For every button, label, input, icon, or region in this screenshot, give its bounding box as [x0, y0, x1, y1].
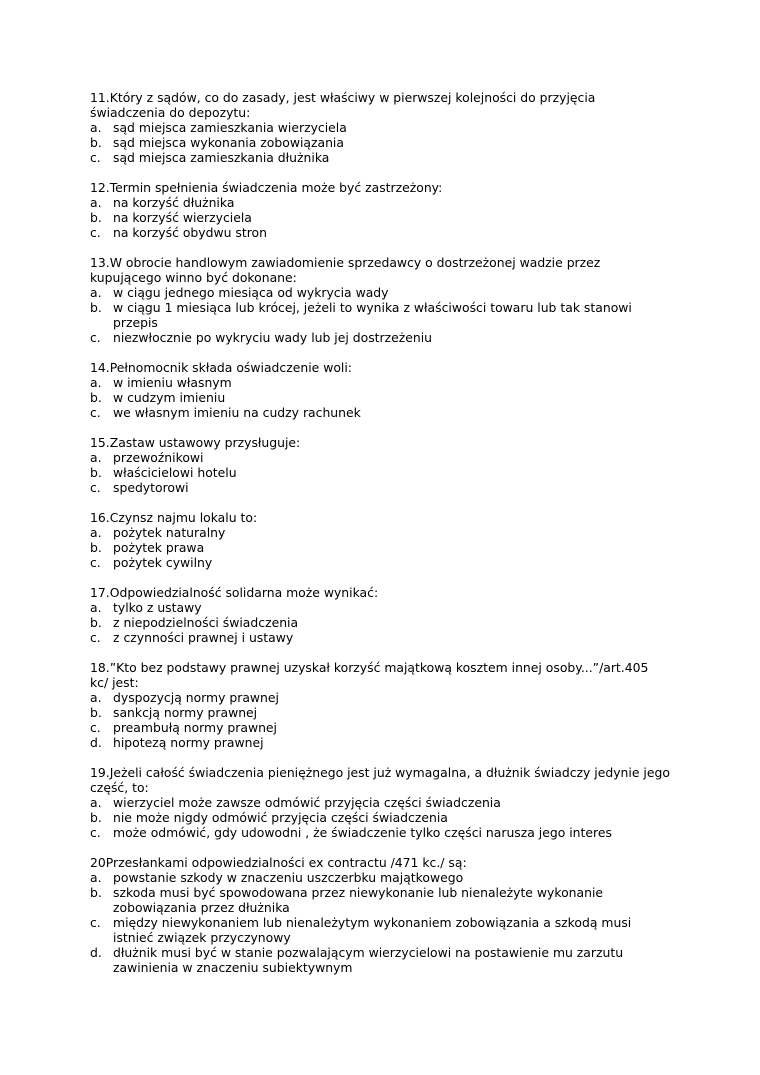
- question-block: [90, 180, 670, 240]
- option-text: powstanie szkody w znaczeniu uszczerbku majątkowego: [113, 870, 464, 885]
- answer-option: [90, 945, 670, 975]
- option-text: dłużnik musi być w stanie pozwalającym wierzycielowi na postawienie mu zarzutu zawinienia w znaczeniu subiektywnym: [113, 945, 624, 975]
- answer-options: [90, 600, 670, 645]
- option-text: właścicielowi hotelu: [113, 465, 237, 480]
- option-text: szkoda musi być spowodowana przez niewykonanie lub nienależyte wykonanie zobowiązania przez dłużnika: [113, 885, 604, 915]
- option-text: pożytek cywilny: [113, 555, 213, 570]
- answer-options: [90, 795, 670, 840]
- answer-option: [90, 810, 670, 825]
- answer-option: [90, 690, 670, 705]
- option-text: hipotezą normy prawnej: [113, 735, 264, 750]
- answer-option: [90, 480, 670, 495]
- answer-option: [90, 225, 670, 240]
- answer-option: [90, 915, 670, 945]
- option-text: na korzyść wierzyciela: [113, 210, 252, 225]
- option-letter: a.: [90, 795, 102, 810]
- option-text: we własnym imieniu na cudzy rachunek: [113, 405, 361, 420]
- answer-options: [90, 450, 670, 495]
- option-letter: a.: [90, 450, 102, 465]
- option-text: między niewykonaniem lub nienależytym wykonaniem zobowiązania a szkodą musi istnieć związek przyczynowy: [113, 915, 632, 945]
- answer-option: [90, 720, 670, 735]
- option-letter: b.: [90, 135, 102, 150]
- option-text: sankcją normy prawnej: [113, 705, 258, 720]
- option-letter: c.: [90, 825, 101, 840]
- option-text: preambułą normy prawnej: [113, 720, 278, 735]
- option-letter: a.: [90, 120, 102, 135]
- option-text: sąd miejsca wykonania zobowiązania: [113, 135, 344, 150]
- option-letter: b.: [90, 540, 102, 555]
- question-block: [90, 765, 670, 840]
- option-letter: d.: [90, 945, 102, 960]
- option-text: na korzyść obydwu stron: [113, 225, 267, 240]
- question-text: 17.Odpowiedzialność solidarna może wynikać:: [90, 585, 379, 600]
- option-text: z niepodzielności świadczenia: [113, 615, 299, 630]
- answer-option: [90, 885, 670, 915]
- option-text: tylko z ustawy: [113, 600, 202, 615]
- answer-option: [90, 870, 670, 885]
- option-letter: a.: [90, 285, 102, 300]
- question-block: [90, 510, 670, 570]
- question-text: 15.Zastaw ustawowy przysługuje:: [90, 435, 301, 450]
- answer-option: [90, 390, 670, 405]
- option-letter: c.: [90, 480, 101, 495]
- answer-option: [90, 195, 670, 210]
- answer-options: [90, 870, 670, 975]
- option-letter: c.: [90, 405, 101, 420]
- answer-option: [90, 210, 670, 225]
- option-text: z czynności prawnej i ustawy: [113, 630, 294, 645]
- option-text: sąd miejsca zamieszkania dłużnika: [113, 150, 330, 165]
- answer-options: [90, 285, 670, 345]
- option-letter: a.: [90, 195, 102, 210]
- option-letter: c.: [90, 150, 101, 165]
- answer-option: [90, 405, 670, 420]
- answer-option: [90, 825, 670, 840]
- option-letter: b.: [90, 615, 102, 630]
- answer-option: [90, 795, 670, 810]
- option-text: na korzyść dłużnika: [113, 195, 235, 210]
- option-letter: c.: [90, 330, 101, 345]
- option-letter: b.: [90, 210, 102, 225]
- option-letter: a.: [90, 375, 102, 390]
- option-text: nie może nigdy odmówić przyjęcia części świadczenia: [113, 810, 448, 825]
- question-block: [90, 855, 670, 975]
- option-text: w ciągu jednego miesiąca od wykrycia wady: [113, 285, 389, 300]
- answer-option: [90, 375, 670, 390]
- answer-options: [90, 525, 670, 570]
- question-text: 20Przesłankami odpowiedzialności ex contractu /471 kc./ są:: [90, 855, 467, 870]
- option-letter: b.: [90, 390, 102, 405]
- option-text: w cudzym imieniu: [113, 390, 226, 405]
- question-text: 11.Który z sądów, co do zasady, jest właściwy w pierwszej kolejności do przyjęcia świadczenia do depozytu:: [90, 90, 596, 120]
- answer-options: [90, 195, 670, 240]
- question-text: 13.W obrocie handlowym zawiadomienie sprzedawcy o dostrzeżonej wadzie przez kupującego winno być dokonane:: [90, 255, 601, 285]
- answer-option: [90, 135, 670, 150]
- question-block: [90, 90, 670, 165]
- answer-option: [90, 450, 670, 465]
- option-letter: b.: [90, 810, 102, 825]
- option-letter: b.: [90, 300, 102, 315]
- answer-option: [90, 600, 670, 615]
- answer-option: [90, 525, 670, 540]
- option-text: pożytek prawa: [113, 540, 205, 555]
- answer-option: [90, 540, 670, 555]
- option-letter: b.: [90, 885, 102, 900]
- option-text: spedytorowi: [113, 480, 189, 495]
- option-letter: b.: [90, 705, 102, 720]
- option-letter: a.: [90, 690, 102, 705]
- option-text: dyspozycją normy prawnej: [113, 690, 279, 705]
- option-letter: c.: [90, 720, 101, 735]
- option-text: w imieniu własnym: [113, 375, 232, 390]
- question-block: [90, 255, 670, 345]
- document-page: [90, 90, 670, 990]
- answer-option: [90, 285, 670, 300]
- answer-option: [90, 150, 670, 165]
- question-text: 16.Czynsz najmu lokalu to:: [90, 510, 258, 525]
- answer-option: [90, 555, 670, 570]
- option-text: może odmówić, gdy udowodni , że świadczenie tylko części narusza jego interes: [113, 825, 612, 840]
- answer-option: [90, 735, 670, 750]
- option-text: w ciągu 1 miesiąca lub krócej, jeżeli to wynika z właściwości towaru lub tak stanowi przepis: [113, 300, 632, 330]
- answer-option: [90, 300, 670, 330]
- question-block: [90, 435, 670, 495]
- option-letter: d.: [90, 735, 102, 750]
- option-letter: a.: [90, 870, 102, 885]
- question-text: 12.Termin spełnienia świadczenia może być zastrzeżony:: [90, 180, 443, 195]
- option-letter: b.: [90, 465, 102, 480]
- question-text: 19.Jeżeli całość świadczenia pieniężnego jest już wymagalna, a dłużnik świadczy jedynie jego część, to:: [90, 765, 670, 795]
- answer-option: [90, 615, 670, 630]
- answer-options: [90, 690, 670, 750]
- option-text: niezwłocznie po wykryciu wady lub jej dostrzeżeniu: [113, 330, 432, 345]
- option-letter: a.: [90, 525, 102, 540]
- question-block: [90, 585, 670, 645]
- option-text: przewoźnikowi: [113, 450, 204, 465]
- answer-option: [90, 465, 670, 480]
- answer-options: [90, 120, 670, 165]
- answer-options: [90, 375, 670, 420]
- option-letter: c.: [90, 630, 101, 645]
- question-text: 14.Pełnomocnik składa oświadczenie woli:: [90, 360, 352, 375]
- option-letter: c.: [90, 555, 101, 570]
- option-letter: c.: [90, 225, 101, 240]
- option-text: sąd miejsca zamieszkania wierzyciela: [113, 120, 347, 135]
- question-block: [90, 360, 670, 420]
- answer-option: [90, 705, 670, 720]
- answer-option: [90, 120, 670, 135]
- question-text: 18.”Kto bez podstawy prawnej uzyskał korzyść majątkową kosztem innej osoby...”/art.405 kc/ jest:: [90, 660, 649, 690]
- option-text: wierzyciel może zawsze odmówić przyjęcia części świadczenia: [113, 795, 501, 810]
- option-letter: a.: [90, 600, 102, 615]
- option-letter: c.: [90, 915, 101, 930]
- option-text: pożytek naturalny: [113, 525, 226, 540]
- question-block: [90, 660, 670, 750]
- answer-option: [90, 630, 670, 645]
- answer-option: [90, 330, 670, 345]
